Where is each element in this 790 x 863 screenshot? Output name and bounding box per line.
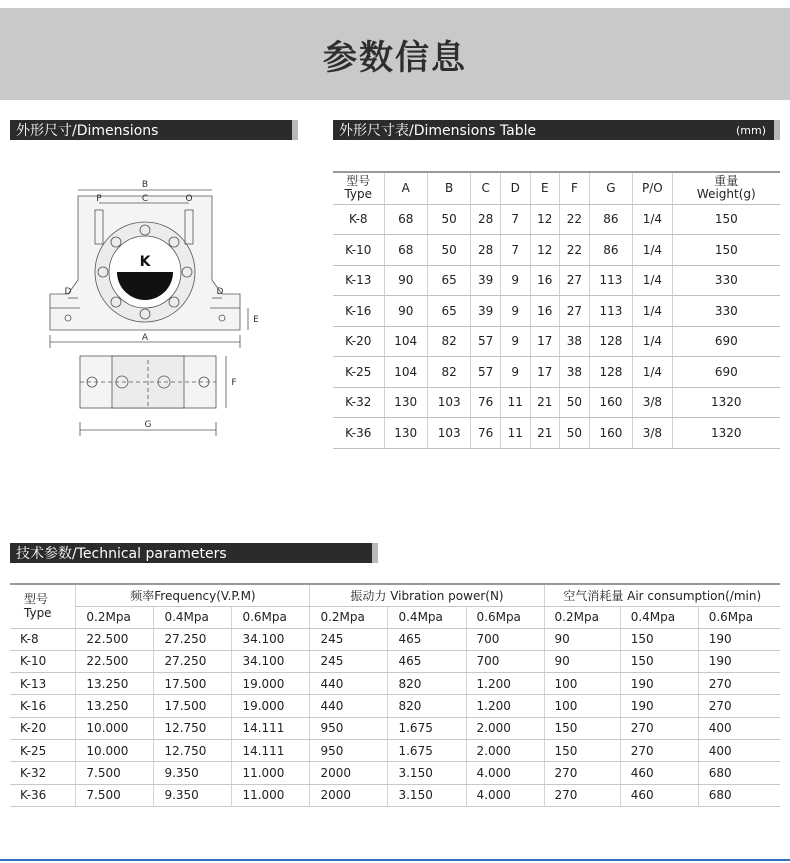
table-cell: 11.000 (232, 784, 310, 806)
label-e: E (253, 315, 259, 325)
table-cell: 90 (384, 296, 427, 327)
table-row (10, 695, 780, 717)
table-cell: 2000 (310, 784, 388, 806)
dimensions-table (333, 171, 780, 449)
table-cell: 7.500 (76, 784, 154, 806)
table-row (10, 717, 780, 739)
table-cell: 50 (560, 387, 590, 418)
table-cell: 1/4 (633, 265, 673, 296)
table-cell: 7.500 (76, 762, 154, 784)
table-cell: 1/4 (633, 235, 673, 266)
table-cell: 17.500 (154, 673, 232, 695)
label-a: A (141, 333, 149, 343)
label-d2: D (216, 287, 224, 297)
section-dimensions-table (333, 120, 780, 140)
table-cell: 150 (620, 650, 698, 672)
label-k: K (139, 254, 151, 270)
table-cell: 270 (544, 784, 620, 806)
table-cell: 10.000 (76, 739, 154, 761)
table-cell: 690 (672, 357, 780, 388)
table-cell: K-25 (333, 357, 384, 388)
table-cell: 22.500 (76, 650, 154, 672)
table-cell: 27.250 (154, 628, 232, 650)
technical-table (10, 583, 780, 807)
table-row (333, 418, 780, 449)
table-cell: 330 (672, 296, 780, 327)
table-cell: K-13 (10, 673, 76, 695)
table-cell: 270 (620, 739, 698, 761)
table-cell: 12.750 (154, 739, 232, 761)
table-cell: 400 (698, 717, 780, 739)
table-cell: 65 (427, 296, 470, 327)
table-cell: 820 (388, 695, 466, 717)
table-cell: 39 (471, 265, 501, 296)
table-cell: 50 (560, 418, 590, 449)
table-cell: 22.500 (76, 628, 154, 650)
table-cell: 330 (672, 265, 780, 296)
table-cell: 28 (471, 204, 501, 235)
table-cell: 1320 (672, 387, 780, 418)
table-cell: 400 (698, 739, 780, 761)
table-cell: 2.000 (466, 717, 544, 739)
table-cell: 460 (620, 784, 698, 806)
table-cell: 1320 (672, 418, 780, 449)
table-cell: 68 (384, 235, 427, 266)
pressure-header: 0.4Mpa (388, 606, 466, 628)
section-technical-title: 技术参数/Technical parameters (16, 546, 227, 562)
banner (0, 8, 790, 100)
table-cell: 38 (560, 326, 590, 357)
group-header: 空气消耗量 Air consumption(/min) (544, 584, 780, 606)
table-cell: 22 (560, 235, 590, 266)
table-cell: 17 (530, 357, 560, 388)
table-cell: 10.000 (76, 717, 154, 739)
table-cell: 150 (544, 717, 620, 739)
label-f: F (231, 378, 237, 388)
pressure-header: 0.2Mpa (76, 606, 154, 628)
table-cell: 27 (560, 296, 590, 327)
table-cell: 3/8 (633, 387, 673, 418)
table-cell: 4.000 (466, 784, 544, 806)
table-row (333, 387, 780, 418)
table-cell: 700 (466, 628, 544, 650)
table-cell: 21 (530, 418, 560, 449)
table-cell: K-32 (333, 387, 384, 418)
table-cell: K-36 (333, 418, 384, 449)
label-o: O (185, 194, 193, 204)
dim-header-cell: F (560, 172, 590, 204)
table-row (333, 204, 780, 235)
table-cell: 150 (672, 204, 780, 235)
table-cell: 1/4 (633, 204, 673, 235)
table-cell: 1/4 (633, 326, 673, 357)
table-cell: 190 (698, 628, 780, 650)
table-cell: 4.000 (466, 762, 544, 784)
table-cell: K-16 (10, 695, 76, 717)
dim-header-cell: P/O (633, 172, 673, 204)
dim-header-cell: A (384, 172, 427, 204)
table-cell: 270 (698, 695, 780, 717)
table-cell: 680 (698, 784, 780, 806)
table-cell: 150 (544, 739, 620, 761)
table-row (333, 357, 780, 388)
table-cell: 150 (620, 628, 698, 650)
label-g: G (144, 420, 152, 430)
dim-header-cell: E (530, 172, 560, 204)
pressure-header: 0.2Mpa (310, 606, 388, 628)
table-cell: 690 (672, 326, 780, 357)
table-cell: K-36 (10, 784, 76, 806)
dim-header-cell: G (589, 172, 632, 204)
table-cell: 104 (384, 326, 427, 357)
table-cell: 270 (620, 717, 698, 739)
table-cell: 19.000 (232, 695, 310, 717)
table-cell: K-25 (10, 739, 76, 761)
table-cell: 190 (698, 650, 780, 672)
pressure-header: 0.2Mpa (544, 606, 620, 628)
table-cell: K-20 (333, 326, 384, 357)
table-cell: 90 (384, 265, 427, 296)
table-row (10, 739, 780, 761)
table-cell: 465 (388, 628, 466, 650)
pressure-header: 0.6Mpa (232, 606, 310, 628)
technical-table-group-header (10, 584, 780, 606)
table-cell: K-10 (333, 235, 384, 266)
table-cell: 465 (388, 650, 466, 672)
table-cell: 9 (500, 265, 530, 296)
table-cell: 76 (471, 418, 501, 449)
table-cell: 11.000 (232, 762, 310, 784)
table-cell: 700 (466, 650, 544, 672)
table-cell: 12 (530, 235, 560, 266)
table-row (333, 326, 780, 357)
table-cell: 130 (384, 387, 427, 418)
section-technical (10, 543, 378, 563)
table-cell: 440 (310, 673, 388, 695)
dim-header-cell: 型号 Type (333, 172, 384, 204)
section-dimensions (10, 120, 298, 140)
dim-header-cell: 重量 Weight(g) (672, 172, 780, 204)
table-cell: 270 (698, 673, 780, 695)
table-row (10, 628, 780, 650)
table-cell: 100 (544, 673, 620, 695)
table-cell: 1.200 (466, 695, 544, 717)
table-cell: 21 (530, 387, 560, 418)
table-cell: 17 (530, 326, 560, 357)
table-cell: 57 (471, 357, 501, 388)
dim-header-cell: D (500, 172, 530, 204)
label-c: C (141, 194, 149, 204)
table-cell: 90 (544, 628, 620, 650)
group-header: 频率Frequency(V.P.M) (76, 584, 310, 606)
table-cell: 11 (500, 418, 530, 449)
table-cell: 28 (471, 235, 501, 266)
table-cell: 128 (589, 326, 632, 357)
table-cell: 2000 (310, 762, 388, 784)
table-cell: 9 (500, 326, 530, 357)
section-dimensions-table-title: 外形尺寸表/Dimensions Table (339, 123, 537, 139)
table-cell: 50 (427, 235, 470, 266)
table-cell: 3/8 (633, 418, 673, 449)
table-cell: 190 (620, 695, 698, 717)
table-cell: 9.350 (154, 762, 232, 784)
table-cell: 1.675 (388, 739, 466, 761)
table-cell: 38 (560, 357, 590, 388)
type-header: 型号 Type (10, 584, 76, 628)
table-cell: K-20 (10, 717, 76, 739)
table-cell: 1.200 (466, 673, 544, 695)
table-cell: 950 (310, 717, 388, 739)
dimension-drawing (40, 170, 290, 450)
table-cell: 7 (500, 204, 530, 235)
table-row (10, 673, 780, 695)
dimensions-table-body (333, 204, 780, 448)
table-cell: 17.500 (154, 695, 232, 717)
table-cell: 7 (500, 235, 530, 266)
table-cell: K-32 (10, 762, 76, 784)
table-cell: 11 (500, 387, 530, 418)
table-cell: 1/4 (633, 357, 673, 388)
table-cell: K-8 (333, 204, 384, 235)
technical-table-pressure-header (10, 606, 780, 628)
table-cell: 9 (500, 296, 530, 327)
group-header: 振动力 Vibration power(N) (310, 584, 544, 606)
table-cell: 76 (471, 387, 501, 418)
dim-header-cell: B (427, 172, 470, 204)
table-cell: 950 (310, 739, 388, 761)
table-cell: 86 (589, 204, 632, 235)
table-cell: 440 (310, 695, 388, 717)
table-cell: 12 (530, 204, 560, 235)
table-cell: K-10 (10, 650, 76, 672)
label-b: B (141, 180, 149, 190)
table-cell: 190 (620, 673, 698, 695)
pressure-header: 0.4Mpa (154, 606, 232, 628)
table-cell: 820 (388, 673, 466, 695)
table-cell: 90 (544, 650, 620, 672)
table-cell: 100 (544, 695, 620, 717)
table-cell: 460 (620, 762, 698, 784)
table-cell: 14.111 (232, 739, 310, 761)
table-cell: 160 (589, 418, 632, 449)
table-cell: K-8 (10, 628, 76, 650)
table-cell: 9.350 (154, 784, 232, 806)
table-cell: 12.750 (154, 717, 232, 739)
table-row (333, 296, 780, 327)
table-cell: 13.250 (76, 695, 154, 717)
dim-header-cell: C (471, 172, 501, 204)
table-cell: 39 (471, 296, 501, 327)
banner-title: 参数信息 (323, 37, 467, 78)
table-cell: 82 (427, 357, 470, 388)
table-cell: 27.250 (154, 650, 232, 672)
unit-label: (mm) (735, 123, 766, 137)
table-cell: 82 (427, 326, 470, 357)
table-cell: 34.100 (232, 650, 310, 672)
table-cell: 103 (427, 387, 470, 418)
table-cell: 2.000 (466, 739, 544, 761)
table-cell: 1.675 (388, 717, 466, 739)
table-cell: 86 (589, 235, 632, 266)
pressure-header: 0.6Mpa (698, 606, 780, 628)
table-cell: 160 (589, 387, 632, 418)
table-cell: 14.111 (232, 717, 310, 739)
table-row (10, 650, 780, 672)
technical-table-body (10, 628, 780, 806)
table-cell: 16 (530, 296, 560, 327)
section-dimensions-title: 外形尺寸/Dimensions (16, 123, 159, 139)
table-cell: 34.100 (232, 628, 310, 650)
table-cell: 19.000 (232, 673, 310, 695)
table-cell: K-16 (333, 296, 384, 327)
pressure-header: 0.6Mpa (466, 606, 544, 628)
table-row (333, 265, 780, 296)
table-cell: 16 (530, 265, 560, 296)
table-cell: 3.150 (388, 762, 466, 784)
label-d: D (64, 287, 72, 297)
table-cell: 113 (589, 265, 632, 296)
table-cell: 150 (672, 235, 780, 266)
table-cell: 13.250 (76, 673, 154, 695)
pressure-header: 0.4Mpa (620, 606, 698, 628)
table-cell: 270 (544, 762, 620, 784)
bottom-divider (0, 859, 790, 861)
table-cell: K-13 (333, 265, 384, 296)
table-cell: 22 (560, 204, 590, 235)
table-cell: 65 (427, 265, 470, 296)
dimensions-table-header (333, 172, 780, 204)
label-p: P (96, 194, 102, 204)
table-row (333, 235, 780, 266)
table-cell: 128 (589, 357, 632, 388)
table-row (10, 762, 780, 784)
table-cell: 103 (427, 418, 470, 449)
table-cell: 1/4 (633, 296, 673, 327)
table-cell: 57 (471, 326, 501, 357)
table-cell: 104 (384, 357, 427, 388)
table-cell: 113 (589, 296, 632, 327)
table-cell: 3.150 (388, 784, 466, 806)
table-cell: 130 (384, 418, 427, 449)
table-cell: 680 (698, 762, 780, 784)
table-cell: 68 (384, 204, 427, 235)
table-cell: 50 (427, 204, 470, 235)
table-cell: 245 (310, 650, 388, 672)
table-row (10, 784, 780, 806)
table-cell: 245 (310, 628, 388, 650)
table-cell: 9 (500, 357, 530, 388)
table-cell: 27 (560, 265, 590, 296)
